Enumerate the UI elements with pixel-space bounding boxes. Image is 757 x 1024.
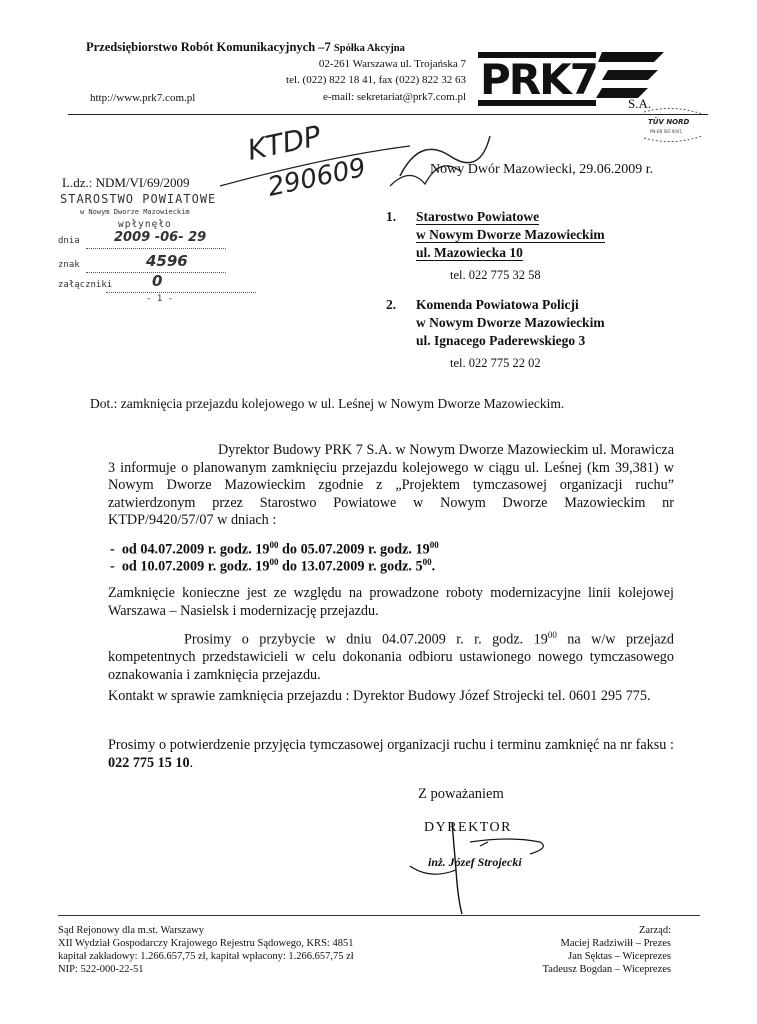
footer-divider bbox=[58, 915, 700, 916]
stamp-received: wpłynęło bbox=[118, 219, 172, 230]
logo-text: PRK7 bbox=[480, 55, 597, 104]
fax-number: 022 775 15 10 bbox=[108, 754, 190, 771]
stamp-attachments-label: załączniki bbox=[58, 280, 113, 290]
stamp-title: STAROSTWO POWIATOWE bbox=[60, 192, 217, 206]
footer-court: Sąd Rejonowy dla m.st. Warszawy bbox=[58, 925, 204, 936]
footer-board-member: Jan Sęktas – Wiceprezes bbox=[568, 951, 671, 962]
registration-stamp bbox=[58, 190, 268, 304]
body-paragraph-1: Dyrektor Budowy PRK 7 S.A. w Nowym Dworze Mazowieckim ul. Morawicza 3 informuje o planowanym zamknięciu przejazdu kolejowego w ciągu ul. Leśnej (km 39,381) w Nowym Dworze Mazowieckim zgodnie z „Projektem tymczasowej organizacji ruchu” zatwierdzonym przez Starostwo Powiatowe w Nowym Dworze Mazowieckim nr KTDP/9420/57/07 w dniach : bbox=[108, 442, 674, 528]
recipient-2 bbox=[386, 296, 605, 372]
body-paragraph-4: Kontakt w sprawie zamknięcia przejazdu : Dyrektor Budowy Józef Strojecki tel. 0601 295 775. bbox=[108, 688, 651, 704]
stamp-sign-value: 4596 bbox=[146, 252, 188, 270]
recipient-line: w Nowym Dworze Mazowieckim bbox=[416, 315, 605, 330]
footer-board bbox=[543, 924, 671, 976]
company-email[interactable]: e-mail: sekretariat@prk7.com.pl bbox=[323, 91, 466, 103]
footer-krs: XII Wydział Gospodarczy Krajowego Rejestru Sądowego, KRS: 4851 bbox=[58, 938, 354, 949]
recipient-number: 1. bbox=[386, 209, 397, 224]
subject-label: Dot.: bbox=[90, 396, 118, 411]
footer-legal bbox=[58, 924, 354, 976]
recipient-line: ul. Mazowiecka 10 bbox=[416, 245, 523, 260]
company-address: 02-261 Warszawa ul. Trojańska 7 bbox=[318, 58, 466, 70]
handwriting-ktdp: KTDP bbox=[244, 119, 324, 167]
signatory-title: DYREKTOR bbox=[424, 820, 512, 835]
subject-line bbox=[90, 396, 564, 412]
recipient-line: ul. Ignacego Paderewskiego 3 bbox=[416, 333, 586, 348]
signatory-name: inż. Józef Strojecki bbox=[428, 855, 522, 869]
logo-suffix: S.A. bbox=[628, 96, 652, 110]
footer-capital: kapitał zakładowy: 1.266.657,75 zł, kapitał wpłacony: 1.266.657,75 zł bbox=[58, 951, 354, 962]
letter-date: Nowy Dwór Mazowiecki, 29.06.2009 r. bbox=[430, 162, 654, 177]
closure-date-2: - od 10.07.2009 r. godz. $19^{00}$ do 13.07.2009 r. godz. $5^{00}$. bbox=[110, 557, 436, 575]
footer-board-label: Zarząd: bbox=[638, 925, 671, 936]
recipient-phone: tel. 022 775 22 02 bbox=[450, 356, 541, 370]
company-name bbox=[86, 40, 405, 55]
body-paragraph-5: Prosimy o potwierdzenie przyjęcia tymczasowej organizacji ruchu i terminu zamknięć na nr faksu : 022 775 15 10. bbox=[108, 737, 674, 771]
document-reference: L.dz.: NDM/VI/69/2009 bbox=[62, 175, 190, 190]
recipient-line: Komenda Powiatowa Policji bbox=[416, 297, 579, 312]
header-divider bbox=[68, 114, 708, 115]
footer-board-member: Maciej Radziwiłł – Prezes bbox=[560, 938, 671, 949]
recipient-1 bbox=[386, 208, 605, 284]
closure-date-1: - od 04.07.2009 r. godz. $19^{00}$ do 05.07.2009 r. godz. $19^{00}$ bbox=[110, 540, 439, 558]
recipient-number: 2. bbox=[386, 297, 397, 312]
company-name-text: Przedsiębiorstwo Robót Komunikacyjnych –7 bbox=[86, 40, 331, 54]
page-number: - 1 - bbox=[146, 294, 174, 304]
prk7-logo bbox=[478, 48, 664, 110]
handwriting-number: 290609 bbox=[265, 152, 369, 203]
stamp-date-label: dnia bbox=[58, 236, 80, 246]
stamp-sign-label: znak bbox=[58, 260, 80, 270]
closing-phrase: Z poważaniem bbox=[418, 786, 504, 802]
footer-board-member: Tadeusz Bogdan – Wiceprezes bbox=[542, 964, 671, 975]
body-paragraph-3: Prosimy o przybycie w dniu 04.07.2009 r. r. godz. $19^{00}$ na w/w przejazd kompetentnych przedstawicieli w celu dokonania odbioru ustawionego nowego tymczasowego oznakowania i zamknięcia przejazdu. bbox=[108, 630, 674, 683]
recipient-phone: tel. 022 775 32 58 bbox=[450, 268, 541, 282]
recipient-line: w Nowym Dworze Mazowieckim bbox=[416, 227, 605, 242]
tuv-standard: PN-EN ISO 9001 bbox=[650, 129, 682, 134]
company-url[interactable]: http://www.prk7.com.pl bbox=[90, 92, 196, 104]
footer-nip: NIP: 522-000-22-51 bbox=[58, 964, 144, 975]
body-paragraph-2: Zamknięcie konieczne jest ze względu na prowadzone roboty modernizacyjne linii kolejowej Warszawa – Nasielsk i modernizację przejazdu. bbox=[108, 585, 674, 619]
company-phone: tel. (022) 822 18 41, fax (022) 822 32 63 bbox=[286, 74, 466, 86]
tuv-label: TÜV NORD bbox=[648, 118, 690, 126]
stamp-date-value: 2009 -06- 29 bbox=[114, 230, 207, 245]
recipient-line: Starostwo Powiatowe bbox=[416, 209, 540, 224]
subject-text: zamknięcia przejazdu kolejowego w ul. Leśnej w Nowym Dworze Mazowieckim. bbox=[120, 396, 565, 411]
stamp-subtitle: w Nowym Dworze Mazowieckim bbox=[80, 208, 190, 216]
handwritten-signature bbox=[390, 820, 570, 916]
stamp-attachments-value: 0 bbox=[152, 272, 163, 290]
company-suffix: Spółka Akcyjna bbox=[333, 43, 405, 54]
